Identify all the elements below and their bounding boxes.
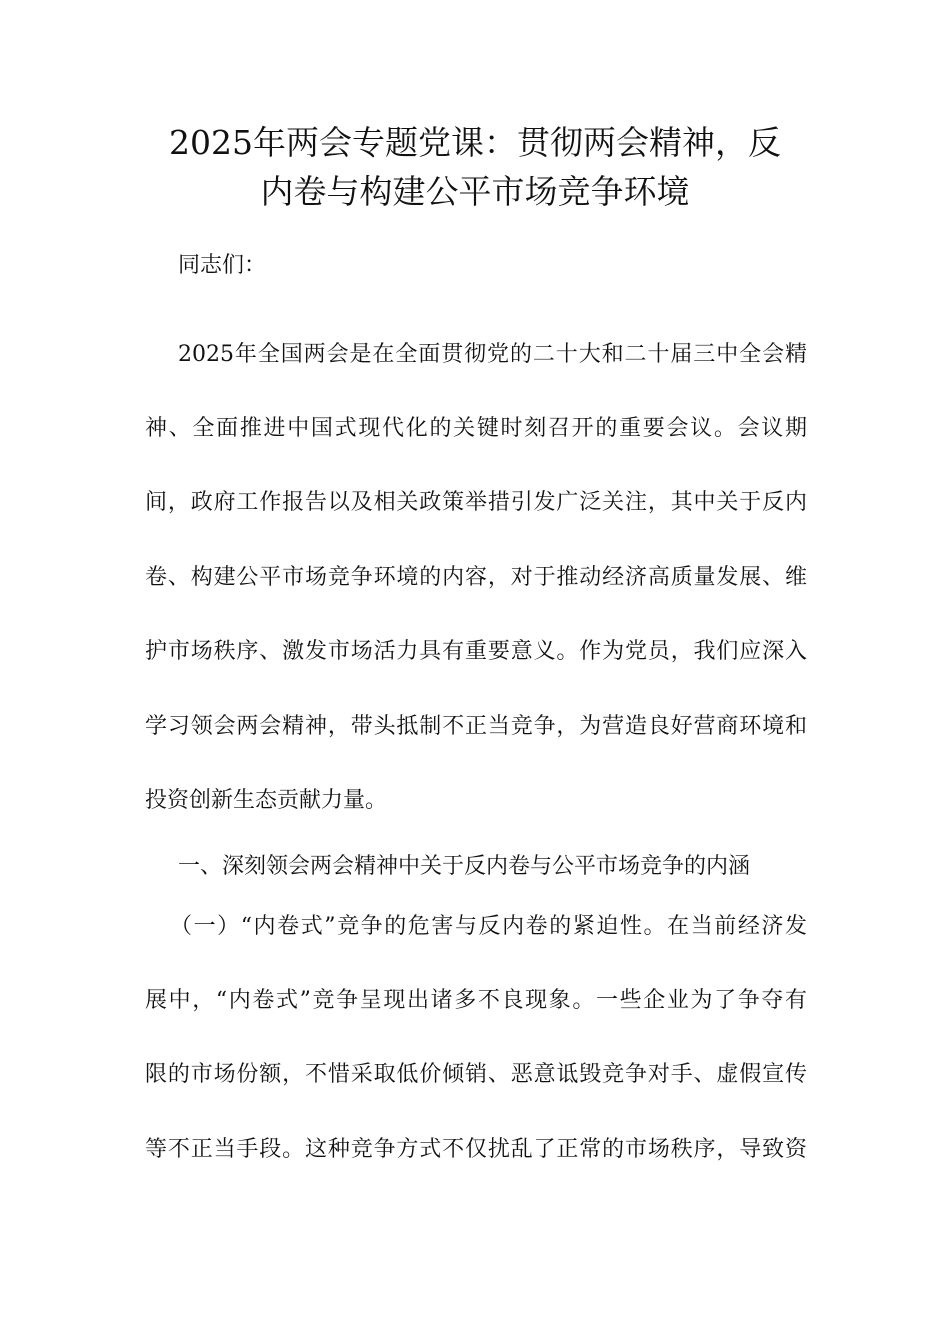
section-heading: 一、深刻领会两会精神中关于反内卷与公平市场竞争的内涵 <box>178 854 751 879</box>
text-line: 2025年全国两会是在全面贯彻党的二十大和二十届三中全会精 <box>178 342 807 367</box>
title-line: 内卷与构建公平市场竞争环境 <box>260 172 690 211</box>
text-line: （一）“内卷式”竞争的危害与反内卷的紧迫性。在当前经济发 <box>170 914 807 939</box>
text-line: 神、全面推进中国式现代化的关键时刻召开的重要会议。会议期 <box>145 416 807 441</box>
text-line: 限的市场份额，不惜采取低价倾销、恶意诋毁竞争对手、虚假宣传 <box>145 1062 807 1087</box>
text-line: 间，政府工作报告以及相关政策举措引发广泛关注，其中关于反内 <box>145 490 807 515</box>
text-line: 卷、构建公平市场竞争环境的内容，对于推动经济高质量发展、维 <box>145 565 807 590</box>
text-line: 展中，“内卷式”竞争呈现出诸多不良现象。一些企业为了争夺有 <box>145 988 807 1013</box>
salutation: 同志们： <box>178 253 267 278</box>
text-line: 学习领会两会精神，带头抵制不正当竞争，为营造良好营商环境和 <box>145 714 807 739</box>
text-line: 护市场秩序、激发市场活力具有重要意义。作为党员，我们应深入 <box>145 639 807 664</box>
text-line: 投资创新生态贡献力量。 <box>145 788 388 813</box>
title-line: 2025年两会专题党课：贯彻两会精神，反 <box>169 123 781 162</box>
text-line: 等不正当手段。这种竞争方式不仅扰乱了正常的市场秩序，导致资 <box>145 1137 807 1162</box>
